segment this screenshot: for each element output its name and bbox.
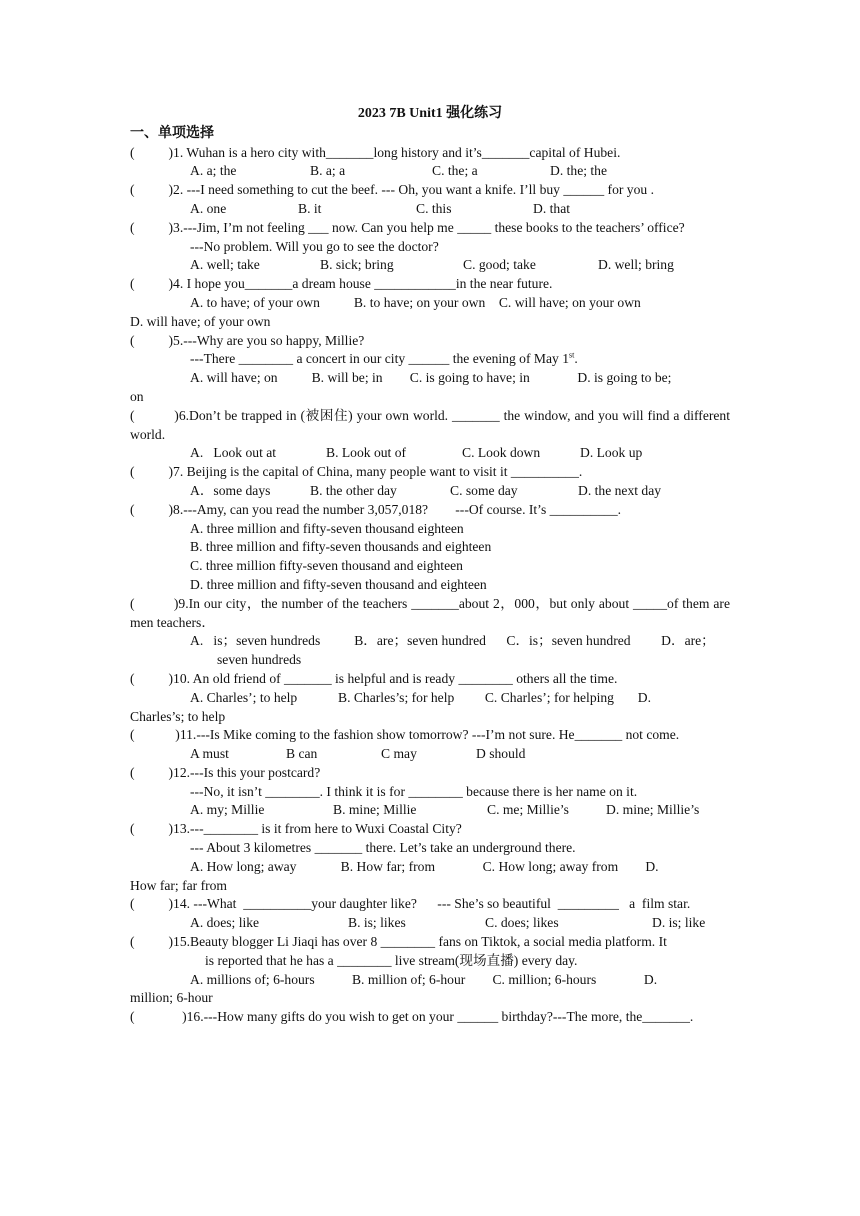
question <box>130 764 730 820</box>
answer-option: D. mine; Millie’s <box>606 802 700 818</box>
question <box>130 1008 730 1027</box>
answer-option: A. my; Millie <box>190 802 265 818</box>
question <box>130 595 734 670</box>
answer-options-continued: How far; far from <box>130 877 228 893</box>
answer-option: D. well; bring <box>598 257 674 273</box>
answer-option: B. a; a <box>310 163 346 179</box>
question-sub-line: ---No problem. Will you go to see the doctor? <box>190 238 439 254</box>
answer-option: A．some days <box>190 482 271 498</box>
answer-options-continued: D. will have; of your own <box>130 313 271 329</box>
answer-option: C. does; likes <box>485 915 559 931</box>
question <box>130 463 730 501</box>
question-stem: ( )7. Beijing is the capital of China, many people want to visit it __________. <box>130 464 583 480</box>
answer-option: B. it <box>298 200 322 216</box>
answer-options-continued: seven hundreds <box>217 652 302 668</box>
question-stem: ( )1. Wuhan is a hero city with_______long history and it’s_______capital of Hubei. <box>130 144 621 160</box>
answer-option: A. a; the <box>190 163 237 179</box>
answer-option: A must <box>190 746 229 762</box>
answer-option: B. mine; Millie <box>333 802 417 818</box>
answer-option: B. sick; bring <box>320 257 394 273</box>
answer-option: D. is; like <box>652 915 706 931</box>
question-stem: ( )4. I hope you_______a dream house ____________in the near future. <box>130 276 553 292</box>
answer-options: A. will have; on B. will be; in C. is going to have; in D. is going to be; <box>190 370 672 386</box>
answer-option: B. the other day <box>310 482 397 498</box>
question <box>130 144 730 182</box>
answer-option: D. Look up <box>580 445 643 461</box>
answer-option: C. three million fifty-seven thousand and eighteen <box>190 558 463 574</box>
question <box>130 332 730 407</box>
answer-option: A. three million and fifty-seven thousand eighteen <box>190 520 464 536</box>
answer-options: A. millions of; 6-hours B. million of; 6-hour C. million; 6-hours D. <box>190 971 658 987</box>
answer-option: A. one <box>190 200 227 216</box>
answer-option: D should <box>476 746 526 762</box>
question-stem: ( )16.---How many gifts do you wish to get on your ______ birthday?---The more, the_______. <box>130 1009 694 1025</box>
question-list <box>130 144 734 1027</box>
question <box>130 670 730 726</box>
answer-option: C. some day <box>450 482 518 498</box>
question-sub-line: --- About 3 kilometres _______ there. Let’s take an underground there. <box>190 840 576 856</box>
answer-options <box>130 482 730 501</box>
answer-options: A. Charles’; to help B. Charles’s; for help C. Charles’; for helping D. <box>190 689 651 705</box>
answer-option: C. good; take <box>463 257 536 273</box>
answer-options: A. to have; of your own B. to have; on your own C. will have; on your own <box>190 294 641 310</box>
answer-option: B. three million and fifty-seven thousands and eighteen <box>190 539 492 555</box>
answer-option: C. the; a <box>432 163 478 179</box>
question <box>130 726 730 764</box>
answer-option: C may <box>381 746 417 762</box>
question <box>130 219 730 275</box>
question-stem: ( )13.---________ is it from here to Wuxi Coastal City? <box>130 821 462 837</box>
question-stem: ( )6.Don’t be trapped in (被困住) your own world. _______ the window, and you will find a different world. <box>130 407 734 442</box>
answer-options <box>130 200 730 219</box>
question <box>130 933 730 1008</box>
answer-options <box>130 162 730 181</box>
question-stem: ( )9.In our city，the number of the teachers _______about 2，000，but only about _____of them are men teachers． <box>130 595 734 630</box>
answer-options-continued: Charles’s; to help <box>130 708 226 724</box>
question <box>130 407 734 463</box>
answer-option: B. is; likes <box>348 915 406 931</box>
answer-options-continued: million; 6-hour <box>130 990 213 1006</box>
answer-option: D. the next day <box>578 482 662 498</box>
answer-option: A. well; take <box>190 257 260 273</box>
question <box>130 820 730 895</box>
question-sub-line: is reported that he has a ________ live stream(现场直播) every day. <box>205 952 578 968</box>
question <box>130 181 730 219</box>
question-sub-line: ---There ________ a concert in our city ______ the evening of May 1st. <box>190 350 578 367</box>
answer-options <box>130 745 730 764</box>
answer-option: A. does; like <box>190 915 260 931</box>
answer-options: A. is；seven hundreds B．are；seven hundred C．is；seven hundred D．are； <box>190 633 715 649</box>
page-title: 2023 7B Unit1 强化练习 <box>357 106 503 121</box>
answer-option: C. this <box>416 200 452 216</box>
answer-option: A. Look out at <box>190 445 277 461</box>
answer-options-continued: on <box>130 388 144 404</box>
question <box>130 275 730 331</box>
section-heading: 一、单项选择 <box>130 125 214 141</box>
question-stem: ( )10. An old friend of _______ is helpful and is ready ________ others all the time. <box>130 670 618 686</box>
answer-options <box>130 256 730 275</box>
question-stem: ( )2. ---I need something to cut the beef. --- Oh, you want a knife. I’ll buy ______ for you . <box>130 182 654 198</box>
question-stem: ( )3.---Jim, I’m not feeling ___ now. Can you help me _____ these books to the teachers’ office? <box>130 219 685 235</box>
answer-option: D. the; the <box>550 163 608 179</box>
answer-options: A. How long; away B. How far; from C. How long; away from D. <box>190 858 659 874</box>
question-stem: ( )12.---Is this your postcard? <box>130 764 321 780</box>
question-stem: ( )15.Beauty blogger Li Jiaqi has over 8 ________ fans on Tiktok, a social media platform. It <box>130 934 667 950</box>
answer-options <box>130 444 730 463</box>
question-stem: ( )5.---Why are you so happy, Millie? <box>130 332 365 348</box>
answer-option: D. three million and fifty-seven thousand and eighteen <box>190 576 487 592</box>
question-sub-line: ---No, it isn’t ________. I think it is for ________ because there is her name on it. <box>190 783 638 799</box>
answer-option: B. Look out of <box>326 445 407 461</box>
question-stem: ( )11.---Is Mike coming to the fashion show tomorrow? ---I’m not sure. He_______ not come. <box>130 727 680 743</box>
answer-options <box>130 801 730 820</box>
question <box>130 895 730 933</box>
answer-options <box>130 914 730 933</box>
answer-option: C. me; Millie’s <box>487 802 569 818</box>
question <box>130 501 730 595</box>
worksheet <box>130 105 734 1027</box>
answer-option: B can <box>286 746 318 762</box>
question-stem: ( )14. ---What __________your daughter like? --- She’s so beautiful _________ a film star. <box>130 896 691 912</box>
answer-option: C. Look down <box>462 445 541 461</box>
question-stem: ( )8.---Amy, can you read the number 3,057,018? ---Of course. It’s __________. <box>130 501 622 517</box>
answer-option: D. that <box>533 200 570 216</box>
